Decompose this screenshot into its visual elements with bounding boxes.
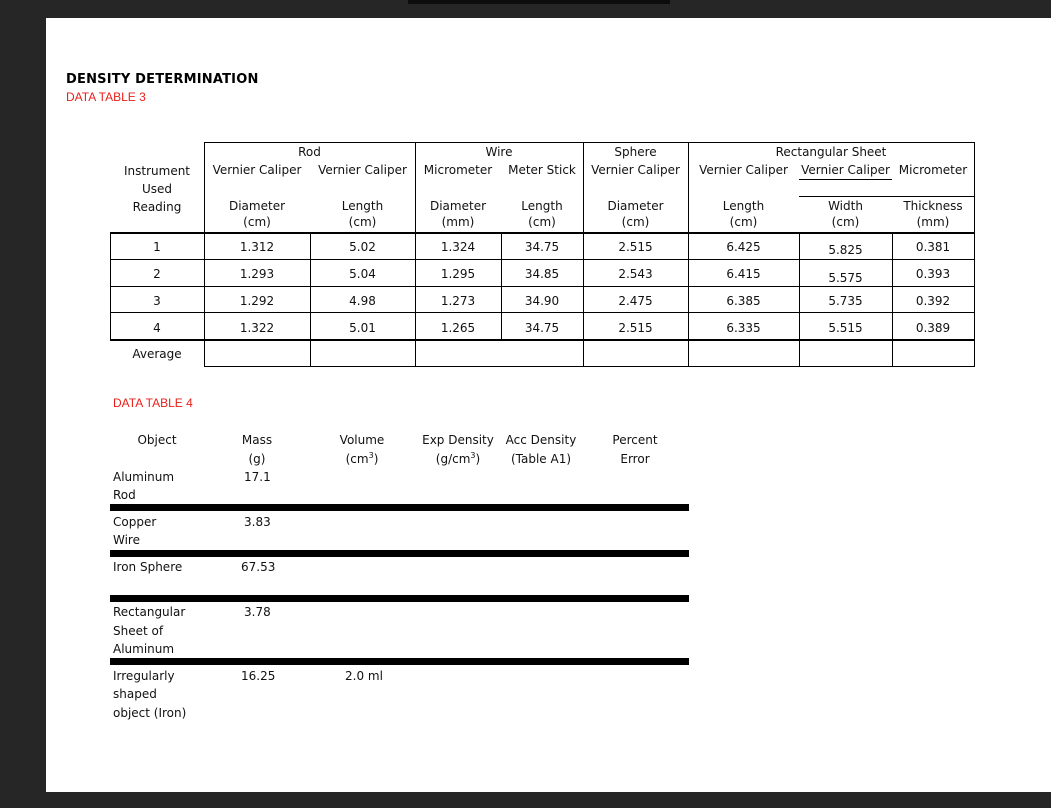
object-label: Rectangular xyxy=(113,605,186,619)
object-label: Aluminum xyxy=(113,642,175,656)
mass-value: 3.83 xyxy=(244,515,271,529)
instrument-col-4: Meter Stick xyxy=(508,163,576,177)
measure-col-1: Diameter xyxy=(228,199,286,213)
table-cell: 0.381 xyxy=(915,240,951,254)
table-cell: 4.98 xyxy=(349,294,376,308)
table-cell: 1.265 xyxy=(440,321,476,335)
table-cell: 6.385 xyxy=(726,294,761,308)
header-percent-error: Error xyxy=(620,452,650,466)
table-cell: 2.543 xyxy=(618,267,653,281)
table-cell: 5.01 xyxy=(349,321,376,335)
mass-value: 67.53 xyxy=(241,560,276,574)
header-exp-density: Exp Density xyxy=(422,433,494,447)
table-border xyxy=(799,179,892,180)
table-cell: 34.75 xyxy=(524,321,560,335)
row-divider xyxy=(110,504,689,511)
table-border xyxy=(415,142,416,232)
table-cell: 6.335 xyxy=(726,321,761,335)
table-border xyxy=(204,232,205,367)
reading-number: 4 xyxy=(153,321,161,335)
table-border xyxy=(110,259,975,260)
table-cell: 2.515 xyxy=(618,321,653,335)
table-border xyxy=(583,232,584,367)
table-cell: 6.415 xyxy=(726,267,761,281)
table-cell: 5.825 xyxy=(828,243,863,257)
measure-col-8: Thickness xyxy=(903,199,963,213)
table-cell: 1.295 xyxy=(440,267,476,281)
group-header-rectangular-sheet: Rectangular Sheet xyxy=(775,145,887,159)
table-border xyxy=(688,232,689,367)
table-border xyxy=(583,142,584,232)
reading-number: 1 xyxy=(153,240,161,254)
table-cell: 0.393 xyxy=(915,267,951,281)
window-top-bar xyxy=(408,0,670,4)
object-label: Rod xyxy=(113,488,136,502)
data-table-4-label: DATA TABLE 4 xyxy=(113,396,193,410)
table-border xyxy=(310,232,311,367)
reading-number: 2 xyxy=(153,267,161,281)
table-border xyxy=(799,232,800,367)
header-acc-density-unit: (Table A1) xyxy=(510,452,572,466)
table-cell: 5.735 xyxy=(828,294,863,308)
table-border xyxy=(204,142,975,143)
table-cell: 1.322 xyxy=(239,321,275,335)
table-border xyxy=(110,339,975,341)
unit-col-1: (cm) xyxy=(243,215,271,229)
table-cell: 5.04 xyxy=(349,267,376,281)
object-label: Copper xyxy=(113,515,157,529)
table-cell: 5.02 xyxy=(349,240,376,254)
instrument-col-7: Vernier Caliper xyxy=(801,163,890,177)
table-border xyxy=(110,232,975,234)
average-label: Average xyxy=(132,347,182,361)
table-cell: 2.475 xyxy=(618,294,653,308)
row-divider xyxy=(110,550,689,557)
instrument-col-2: Vernier Caliper xyxy=(318,163,407,177)
measure-col-4: Length xyxy=(521,199,563,213)
document-title: DENSITY DETERMINATION xyxy=(66,72,259,87)
header-exp-density-unit: $(g/cm^3)$ xyxy=(435,451,481,466)
table-border xyxy=(110,312,975,313)
table-border xyxy=(799,196,975,197)
table-cell: 1.293 xyxy=(239,267,275,281)
measure-col-6: Length xyxy=(722,199,765,213)
table-border xyxy=(415,232,416,367)
table-cell: 34.75 xyxy=(524,240,560,254)
header-volume: Volume xyxy=(339,433,385,447)
instrument-col-8: Micrometer xyxy=(898,163,968,177)
object-label: shaped xyxy=(113,687,157,701)
object-label: Irregularly xyxy=(113,669,175,683)
table-cell: 5.575 xyxy=(828,271,863,285)
object-label: Iron Sphere xyxy=(113,560,183,574)
instrument-label: Instrument xyxy=(123,164,191,178)
group-header-wire: Wire xyxy=(485,145,513,159)
header-object: Object xyxy=(137,433,177,447)
table-border xyxy=(892,232,893,367)
header-acc-density: Acc Density xyxy=(505,433,577,447)
table-cell: 5.515 xyxy=(828,321,863,335)
table-cell: 1.312 xyxy=(239,240,275,254)
table-cell: 34.90 xyxy=(524,294,560,308)
header-mass-unit: (g) xyxy=(248,452,266,466)
data-table-3-label: DATA TABLE 3 xyxy=(66,90,146,104)
unit-col-6: (cm) xyxy=(729,215,758,229)
table-border xyxy=(501,232,502,340)
unit-col-2: (cm) xyxy=(348,215,377,229)
group-header-rod: Rod xyxy=(298,145,321,159)
measure-col-2: Length xyxy=(341,199,384,213)
table-border xyxy=(204,142,205,232)
instrument-col-5: Vernier Caliper xyxy=(591,163,680,177)
table-cell: 34.85 xyxy=(524,267,560,281)
document-page xyxy=(46,18,1051,792)
unit-col-7: (cm) xyxy=(831,215,860,229)
table-border xyxy=(110,232,111,340)
table-cell: 1.324 xyxy=(440,240,476,254)
mass-value: 16.25 xyxy=(241,669,276,683)
mass-value: 17.1 xyxy=(244,470,271,484)
table-cell: 0.392 xyxy=(915,294,951,308)
header-volume-unit: $(cm^3)$ xyxy=(345,451,379,466)
volume-value: 2.0 ml xyxy=(345,669,383,683)
object-label: Aluminum xyxy=(113,470,175,484)
table-cell: 2.515 xyxy=(618,240,653,254)
table-cell: 1.273 xyxy=(440,294,476,308)
instrument-col-6: Vernier Caliper xyxy=(699,163,788,177)
table-cell: 6.425 xyxy=(726,240,761,254)
unit-col-5: (cm) xyxy=(621,215,650,229)
header-mass: Mass xyxy=(241,433,273,447)
table-border xyxy=(688,142,689,232)
instrument-col-3: Micrometer xyxy=(423,163,493,177)
measure-col-3: Diameter xyxy=(429,199,487,213)
table-border xyxy=(110,286,975,287)
mass-value: 3.78 xyxy=(244,605,271,619)
reading-label: Reading xyxy=(132,200,182,214)
header-percent: Percent xyxy=(612,433,658,447)
row-divider xyxy=(110,595,689,602)
table-border xyxy=(974,142,975,367)
unit-col-4: (cm) xyxy=(528,215,556,229)
measure-col-7: Width xyxy=(828,199,863,213)
unit-col-8: (mm) xyxy=(916,215,950,229)
used-label: Used xyxy=(141,182,173,196)
object-label: Wire xyxy=(113,533,140,547)
measure-col-5: Diameter xyxy=(607,199,664,213)
table-cell: 1.292 xyxy=(239,294,275,308)
unit-col-3: (mm) xyxy=(441,215,475,229)
table-cell: 0.389 xyxy=(915,321,951,335)
reading-number: 3 xyxy=(153,294,161,308)
object-label: object (Iron) xyxy=(113,706,187,720)
page-bottom-edge xyxy=(46,792,1051,808)
instrument-col-1: Vernier Caliper xyxy=(212,163,302,177)
object-label: Sheet of xyxy=(113,624,164,638)
table-border xyxy=(204,366,975,367)
group-header-sphere: Sphere xyxy=(614,145,657,159)
row-divider xyxy=(110,658,689,665)
